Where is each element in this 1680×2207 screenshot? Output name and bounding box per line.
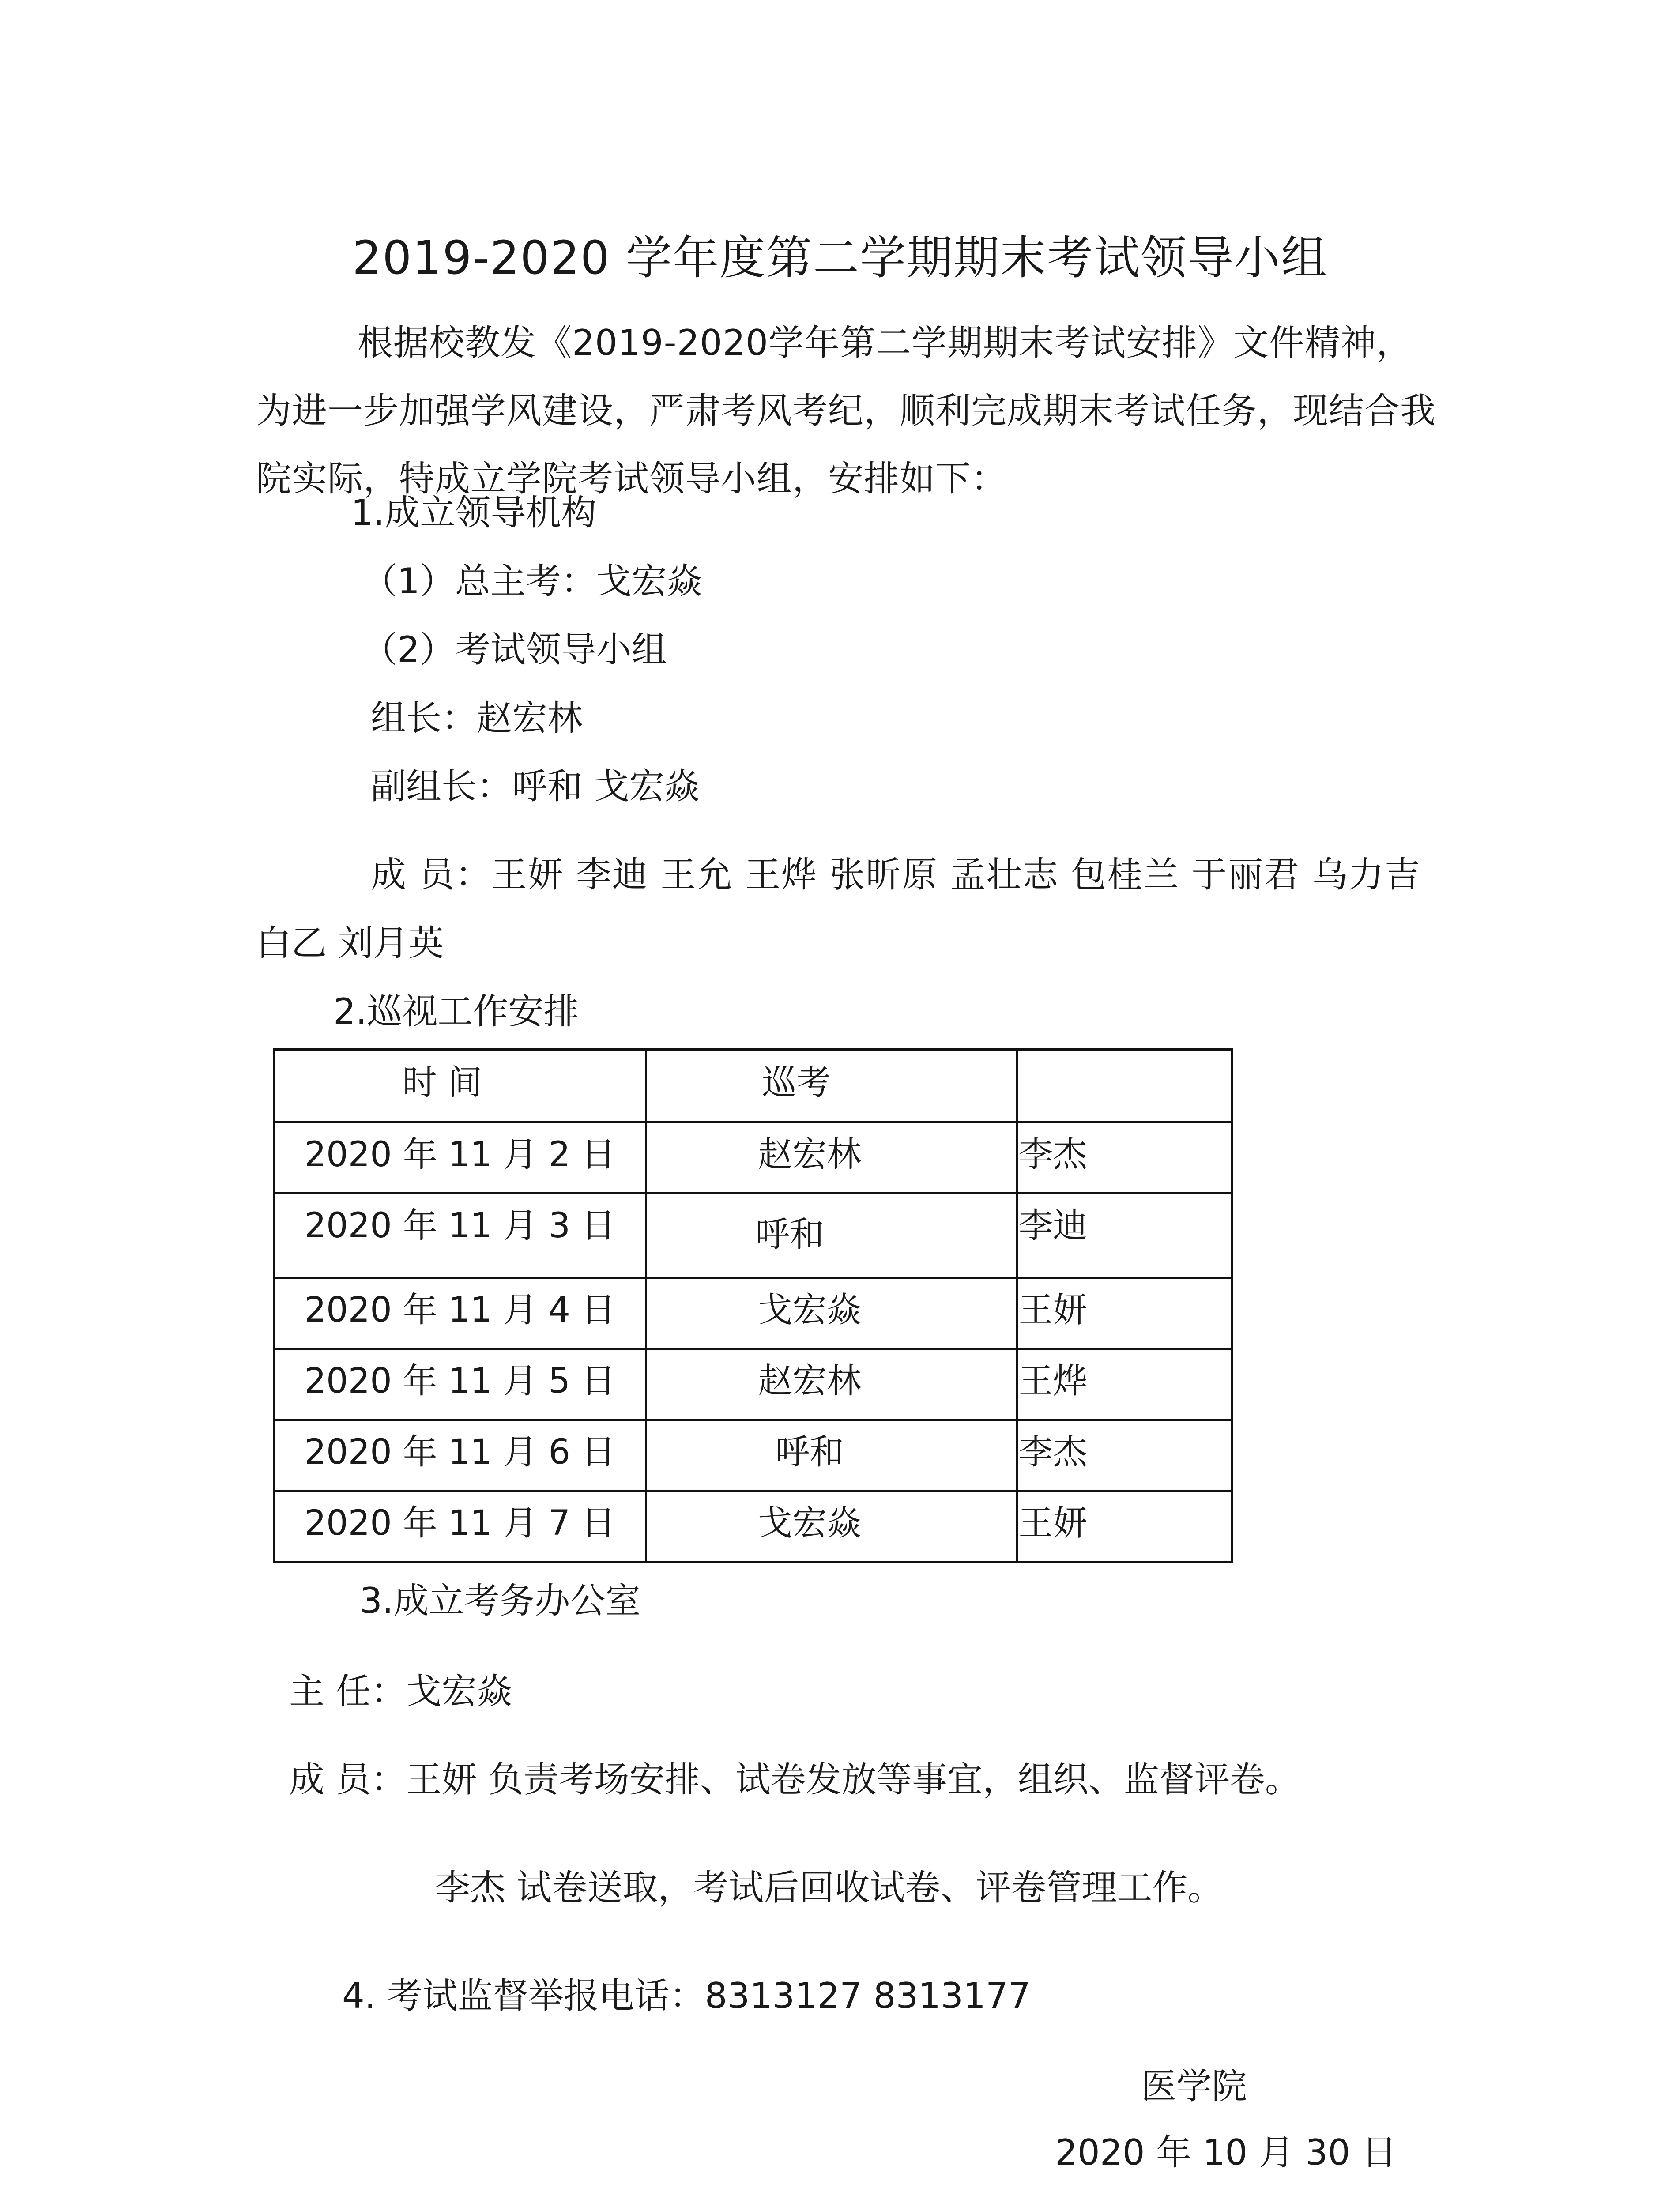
header-inspector [646,1050,1017,1122]
office-member-2: 李杰 试卷送取，考试后回收试卷、评卷管理工作。 [435,1867,1223,1908]
header-time-label: 时 间 [402,1063,482,1103]
table-row [274,1194,1232,1278]
row-staff: 李杰 [1017,1420,1232,1491]
page-title: 2019-2020 学年度第二学期期末考试领导小组 [352,231,1328,285]
header-time [274,1050,646,1122]
row-inspector [646,1278,1017,1349]
table-row [274,1420,1232,1491]
group-members-line1: 成 员：王妍 李迪 王允 王烨 张昕原 孟壮志 包桂兰 于丽君 乌力吉 [371,854,1421,895]
header-inspector-label: 巡考 [762,1063,831,1103]
table-row [274,1491,1232,1562]
signature-date: 2020 年 10 月 30 日 [1055,2132,1397,2173]
row-date: 2020 年 11 月 7 日 [274,1491,646,1562]
row-staff: 王妍 [1017,1491,1232,1562]
row-inspector [646,1194,1017,1278]
group-deputy: 副组长：呼和 戈宏焱 [371,766,700,807]
section1-heading: 1.成立领导机构 [351,492,597,533]
row-date: 2020 年 11 月 4 日 [274,1278,646,1349]
office-director: 主 任：戈宏焱 [289,1671,512,1712]
row-inspector-label: 戈宏焱 [758,1503,862,1543]
row-date: 2020 年 11 月 6 日 [274,1420,646,1491]
office-member-1: 成 员：王妍 负责考场安排、试卷发放等事宜，组织、监督评卷。 [289,1759,1300,1800]
signature-org: 医学院 [1141,2066,1247,2107]
row-date: 2020 年 11 月 2 日 [274,1122,646,1194]
patrol-schedule-table [273,1048,1233,1563]
row-inspector-label: 赵宏林 [758,1135,862,1175]
row-inspector-label: 呼和 [775,1432,844,1472]
intro-paragraph: 根据校教发《2019-2020学年第二学期期末考试安排》文件精神，为进一步加强学风建设，严肃考风考纪，顺利完成期末考试任务，现结合我院实际，特成立学院考试领导小组，安排如下： [256,322,1436,499]
row-inspector [646,1349,1017,1420]
row-inspector [646,1491,1017,1562]
row-inspector-label: 赵宏林 [758,1361,862,1401]
row-date: 2020 年 11 月 5 日 [274,1349,646,1420]
row-inspector [646,1420,1017,1491]
group-heading: （2）考试领导小组 [362,629,667,670]
row-inspector-label: 戈宏焱 [758,1290,862,1330]
row-inspector [646,1122,1017,1194]
header-extra [1017,1050,1232,1122]
row-staff: 李杰 [1017,1122,1232,1194]
table-row [274,1278,1232,1349]
group-leader: 组长：赵宏林 [371,697,583,738]
group-members-line2: 白乙 刘月英 [256,923,444,964]
section2-heading: 2.巡视工作安排 [333,991,579,1032]
row-date: 2020 年 11 月 3 日 [274,1194,646,1278]
chief-examiner: （1）总主考：戈宏焱 [362,561,702,602]
section3-heading: 3.成立考务办公室 [360,1580,641,1621]
row-staff: 李迪 [1017,1194,1232,1278]
section4-heading: 4. 考试监督举报电话：8313127 8313177 [342,1975,1031,2016]
row-inspector-label: 呼和 [755,1215,825,1254]
row-staff: 王妍 [1017,1278,1232,1349]
table-row [274,1122,1232,1194]
table-header-row [274,1050,1232,1122]
table-row [274,1349,1232,1420]
row-staff: 王烨 [1017,1349,1232,1420]
